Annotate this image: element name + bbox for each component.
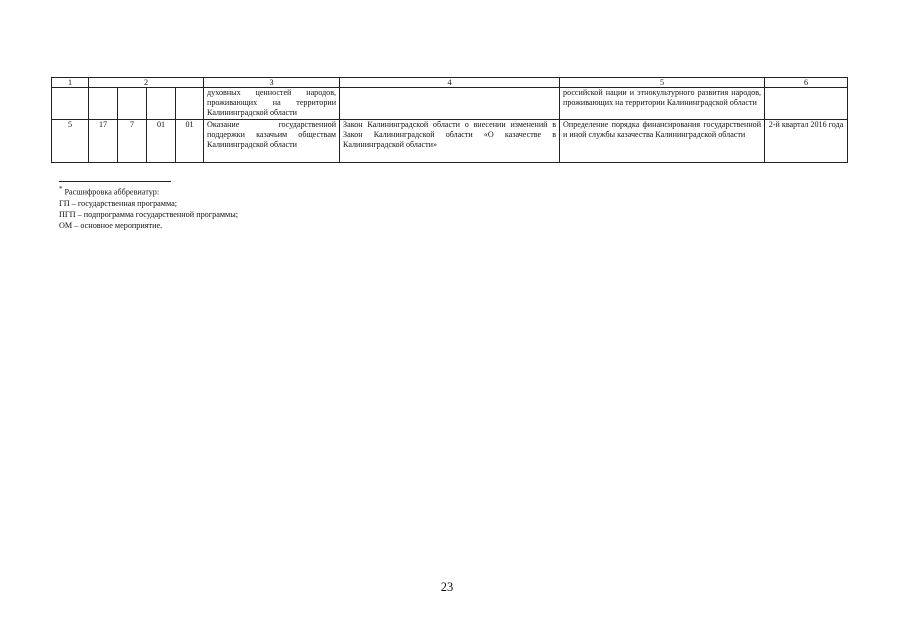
table-cell: 17 bbox=[89, 120, 118, 163]
header-cell-5: 5 bbox=[560, 78, 765, 88]
abbreviation-plan-table bbox=[51, 77, 848, 163]
table-cell bbox=[765, 88, 848, 120]
table-cell bbox=[118, 88, 147, 120]
table-cell bbox=[176, 88, 204, 120]
table-cell: Определение порядка финансирования государственной и иной службы казачества Калининградской области bbox=[560, 120, 765, 163]
header-cell-2: 2 bbox=[89, 78, 204, 88]
table-cell: Закон Калининградской области о внесении изменений в Закон Калининградской области «О казачестве в Калининградской области» bbox=[340, 120, 560, 163]
table-cell: 2-й квартал 2016 года bbox=[765, 120, 848, 163]
table-cell bbox=[147, 88, 176, 120]
table-cell: российской нации и этнокультурного развития народов, проживающих на территории Калининградской области bbox=[560, 88, 765, 120]
table-cell bbox=[89, 88, 118, 120]
header-cell-1: 1 bbox=[52, 78, 89, 88]
table-cell bbox=[52, 88, 89, 120]
footnote-marker: * bbox=[59, 186, 63, 193]
header-cell-4: 4 bbox=[340, 78, 560, 88]
table-header-row bbox=[52, 78, 848, 88]
table-cell: 01 bbox=[147, 120, 176, 163]
table-cell: Оказание государственной поддержки казачьим обществам Калининградской области bbox=[204, 120, 340, 163]
footnotes bbox=[59, 184, 379, 231]
footnote-title bbox=[59, 184, 379, 198]
table-cell: 5 bbox=[52, 120, 89, 163]
table-cell bbox=[340, 88, 560, 120]
header-cell-3: 3 bbox=[204, 78, 340, 88]
table-cell: 01 bbox=[176, 120, 204, 163]
footnote-title-text: Расшифровка аббревиатур: bbox=[64, 187, 160, 197]
table-cell: 7 bbox=[118, 120, 147, 163]
header-cell-6: 6 bbox=[765, 78, 848, 88]
footnote-line: ГП – государственная программа; bbox=[59, 198, 178, 208]
table-row bbox=[52, 120, 848, 163]
footnote-line: ОМ – основное мероприятие. bbox=[59, 220, 163, 230]
table-cell: духовных ценностей народов, проживающих на территории Калининградской области bbox=[204, 88, 340, 120]
footnote-line: ПГП – подпрограмма государственной программы; bbox=[59, 209, 238, 219]
footnote-divider bbox=[59, 181, 171, 182]
table-row bbox=[52, 88, 848, 120]
page-number: 23 bbox=[440, 580, 454, 594]
